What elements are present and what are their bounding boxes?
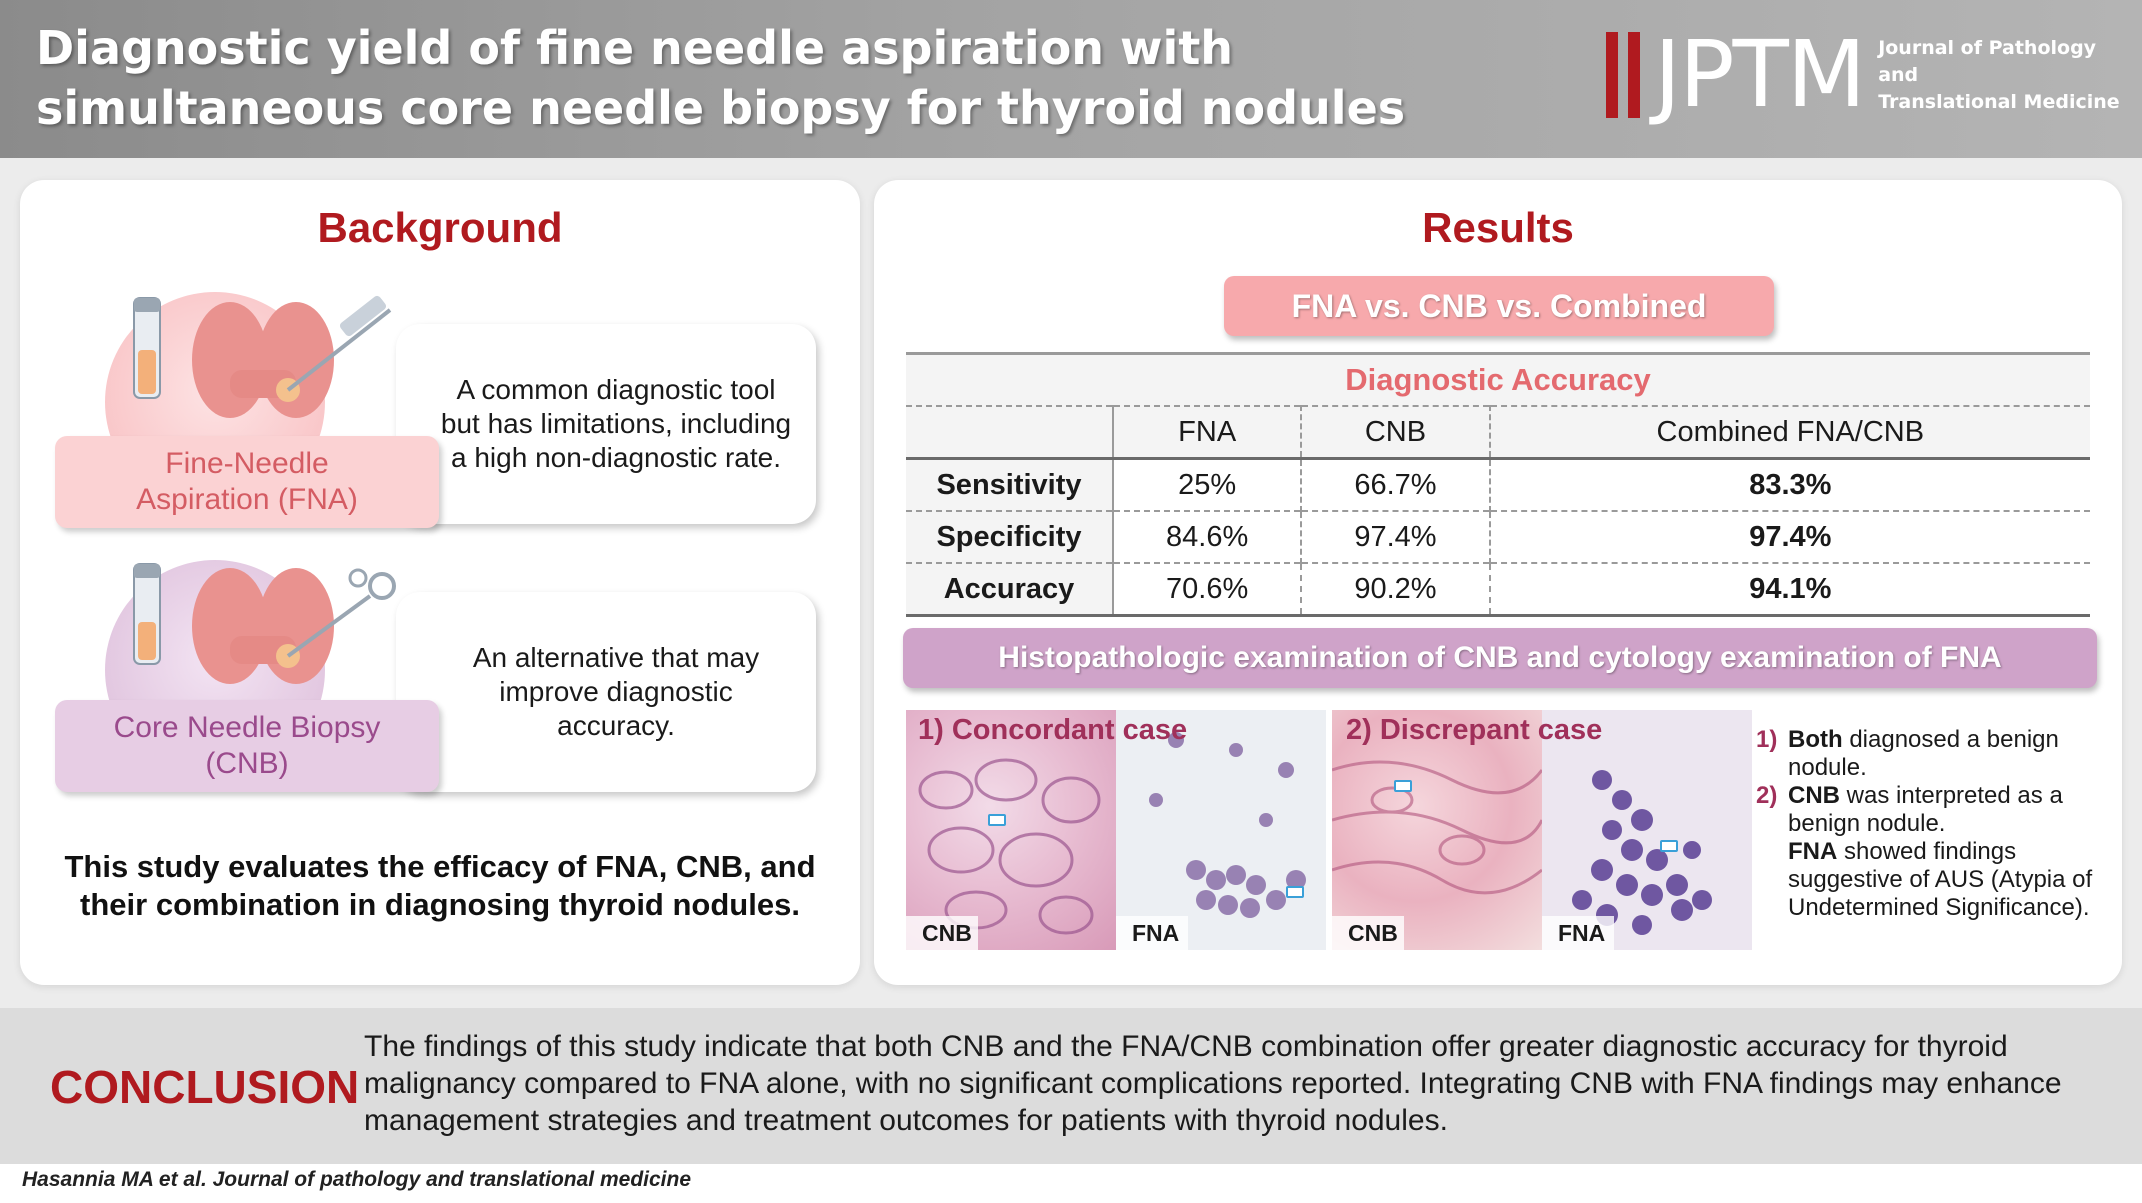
- cell-fna: 25%: [1113, 459, 1301, 512]
- diagnostic-accuracy-table: [906, 352, 2090, 617]
- header-banner: [0, 0, 2142, 158]
- cell-cnb: 97.4%: [1301, 511, 1489, 563]
- cell-cnb: 90.2%: [1301, 563, 1489, 616]
- logo-line-2: Translational Medicine: [1878, 90, 2120, 113]
- note-bold: Both: [1788, 726, 1843, 753]
- discrepant-case-title: 2) Discrepant case: [1346, 714, 1603, 746]
- case-notes: [1756, 726, 2116, 922]
- note-item: [1756, 838, 2116, 922]
- cnb-description-bubble: [396, 592, 816, 792]
- table-header-cnb: CNB: [1301, 406, 1489, 459]
- table-header-fna: FNA: [1113, 406, 1301, 459]
- table-row: [906, 563, 2090, 616]
- page-title: Diagnostic yield of fine needle aspiration with simultaneous core needle biopsy for thyroid nodules: [36, 21, 1406, 135]
- table-title: Diagnostic Accuracy: [906, 354, 2090, 407]
- fna-label: Fine-Needle Aspiration (FNA): [136, 447, 358, 516]
- note-number: 2): [1756, 782, 1778, 809]
- cell-fna: 70.6%: [1113, 563, 1301, 616]
- logo-line-1: Journal of Pathology and: [1878, 36, 2097, 86]
- conclusion-text: The findings of this study indicate that both CNB and the FNA/CNB combination offer greater diagnostic accuracy for thyroid malignancy compared to FNA alone, with no significant complications reported. Integrating CNB with FNA findings may enhance management strategies and treatment outcomes for patients with thyroid nodules.: [364, 1030, 2062, 1137]
- note-text: was interpreted as a benign nodule.: [1788, 782, 2063, 837]
- micro-label-fna: FNA: [1542, 916, 1614, 950]
- background-title: Background: [317, 204, 563, 251]
- note-text: showed findings suggestive of AUS (Atypia of Undetermined Significance).: [1788, 838, 2093, 921]
- cnb-label-box: [55, 700, 439, 792]
- cnb-label: Core Needle Biopsy (CNB): [113, 711, 381, 780]
- comparison-pill: FNA vs. CNB vs. Combined: [1224, 276, 1774, 336]
- row-label: Sensitivity: [906, 459, 1113, 512]
- arrow-icon: [1286, 886, 1304, 898]
- arrow-icon: [1394, 780, 1412, 792]
- table-row: [906, 459, 2090, 512]
- note-bold: FNA: [1788, 838, 1838, 865]
- fna-thyroid-icon: [120, 290, 410, 430]
- cell-combined: 94.1%: [1749, 572, 1832, 605]
- cnb-description: An alternative that may improve diagnostic accuracy.: [472, 642, 760, 741]
- arrow-icon: [988, 814, 1006, 826]
- micro-label-fna: FNA: [1116, 916, 1188, 950]
- fna-label-box: [55, 436, 439, 528]
- cell-combined: 97.4%: [1749, 520, 1832, 553]
- arrow-icon: [1660, 840, 1678, 852]
- fna-description: A common diagnostic tool but has limitations, including a high non-diagnostic rate.: [440, 374, 792, 473]
- note-item: [1756, 782, 2116, 838]
- conclusion-label: CONCLUSION: [50, 1061, 360, 1113]
- table-header-combined: Combined FNA/CNB: [1490, 406, 2090, 459]
- cell-cnb: 66.7%: [1301, 459, 1489, 512]
- cell-fna: 84.6%: [1113, 511, 1301, 563]
- logo-bars-icon: [1606, 32, 1640, 118]
- cnb-thyroid-icon: [120, 556, 410, 696]
- table-row: [906, 511, 2090, 563]
- note-text: diagnosed a benign nodule.: [1788, 726, 2059, 781]
- note-bold: CNB: [1788, 782, 1840, 809]
- fna-description-bubble: [396, 324, 816, 524]
- note-item: [1756, 726, 2116, 782]
- citation: Hasannia MA et al. Journal of pathology and translational medicine: [22, 1168, 692, 1191]
- note-number: 1): [1756, 726, 1778, 753]
- logo-mark: JPTM: [1654, 21, 1865, 128]
- results-title: Results: [1422, 204, 1574, 251]
- table-header-empty: [906, 406, 1113, 459]
- journal-logo: [1606, 21, 2142, 128]
- cell-combined: 83.3%: [1749, 468, 1832, 501]
- logo-journal-name: [1878, 35, 2142, 116]
- concordant-case-title: 1) Concordant case: [918, 714, 1188, 746]
- row-label: Accuracy: [906, 563, 1113, 616]
- micro-label-cnb: CNB: [1332, 916, 1404, 950]
- histology-pill: Histopathologic examination of CNB and cytology examination of FNA: [903, 628, 2097, 688]
- row-label: Specificity: [906, 511, 1113, 563]
- study-aim: This study evaluates the efficacy of FNA, CNB, and their combination in diagnosing thyroid nodules.: [64, 849, 816, 922]
- micro-label-cnb: CNB: [906, 916, 978, 950]
